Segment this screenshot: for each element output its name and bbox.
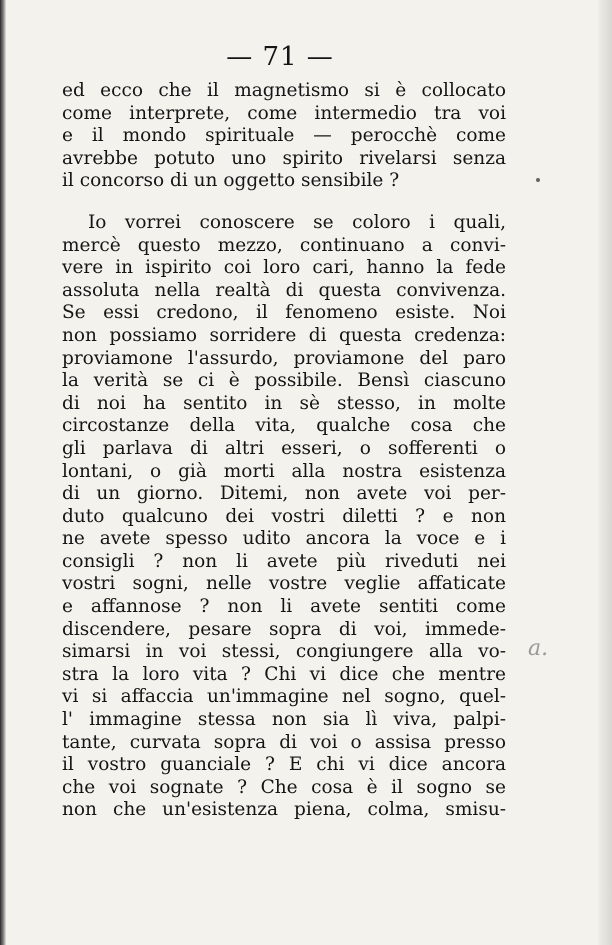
- text-line: Se essi credono, il fenomeno esiste. Noi: [62, 302, 506, 324]
- text-line: la verità se ci è possibile. Bensì ciascuno: [62, 370, 506, 392]
- text-line: il vostro guanciale ? E chi vi dice ancora: [62, 754, 506, 776]
- text-line: discendere, pesare sopra di voi, immede-: [62, 618, 506, 640]
- text-line: stra la loro vita ? Chi vi dice che mentre: [62, 663, 506, 685]
- text-line: e affannose ? non li avete sentiti come: [62, 596, 506, 618]
- text-line: non possiamo sorridere di questa credenza:: [62, 324, 506, 346]
- text-line: assoluta nella realtà di questa convivenza.: [62, 279, 506, 301]
- paragraph-gap: [62, 193, 506, 212]
- text-line: simarsi in voi stessi, congiungere alla vo-: [62, 641, 506, 663]
- ink-speck: [536, 178, 540, 182]
- text-line: e il mondo spirituale — perocchè come: [62, 125, 506, 147]
- text-line: vere in ispirito coi loro cari, hanno la fede: [62, 257, 506, 279]
- text-line: non che un'esistenza piena, colma, smisu-: [62, 799, 506, 821]
- text-line: circostanze della vita, qualche cosa che: [62, 415, 506, 437]
- text-line: consigli ? non li avete più riveduti nei: [62, 550, 506, 572]
- text-line: di un giorno. Ditemi, non avete voi per-: [62, 483, 506, 505]
- text-line: gli parlava di altri esseri, o sofferenti o: [62, 437, 506, 459]
- text-line: vostri sogni, nelle vostre veglie affaticate: [62, 573, 506, 595]
- text-line: ne avete spesso udito ancora la voce e i: [62, 528, 506, 550]
- text-line: Io vorrei conoscere se coloro i quali,: [88, 211, 506, 233]
- text-line: duto qualcuno dei vostri diletti ? e non: [62, 505, 506, 527]
- text-line: mercè questo mezzo, continuano a convi-: [62, 234, 506, 256]
- text-line: proviamone l'assurdo, proviamone del paro: [62, 347, 506, 369]
- text-line: di noi ha sentito in sè stesso, in molte: [62, 392, 506, 414]
- text-line: che voi sognate ? Che cosa è il sogno se: [62, 776, 506, 798]
- text-line: ed ecco che il magnetismo si è collocato: [62, 80, 506, 101]
- text-line: come interprete, come intermedio tra voi: [62, 102, 506, 124]
- book-spine-shadow: [0, 0, 6, 945]
- text-line: lontani, o già morti alla nostra esistenza: [62, 460, 506, 482]
- margin-pencil-annotation: a.: [528, 636, 549, 661]
- body-text: [62, 80, 506, 822]
- text-line: avrebbe potuto uno spirito rivelarsi senza: [62, 147, 506, 169]
- text-line: l' immagine stessa non sia lì viva, palpi-: [62, 709, 506, 731]
- text-line: il concorso di un oggetto sensibile ?: [62, 170, 400, 192]
- page-edge: [598, 0, 612, 945]
- text-line: tante, curvata sopra di voi o assisa presso: [62, 731, 506, 753]
- page-number: — 71 —: [226, 42, 334, 72]
- text-line: vi si affaccia un'immagine nel sogno, quel-: [62, 686, 506, 708]
